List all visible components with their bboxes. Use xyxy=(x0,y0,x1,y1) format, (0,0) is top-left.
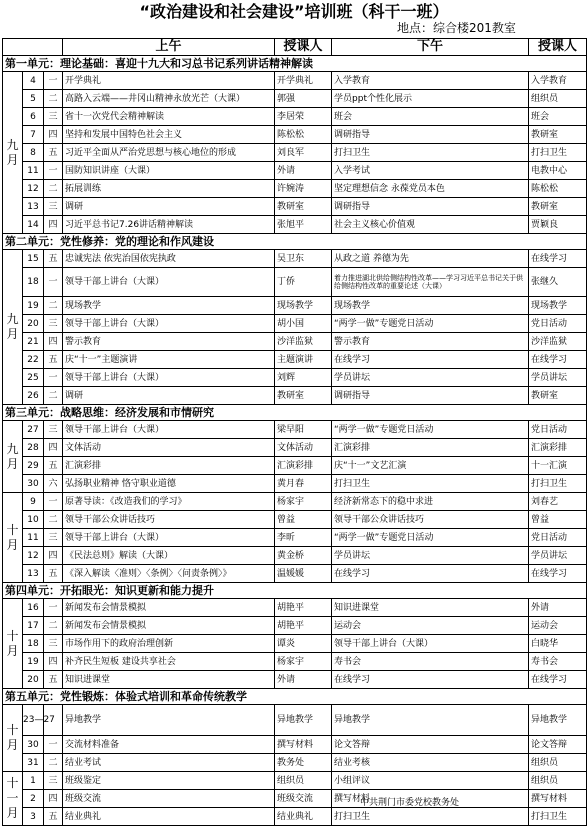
morning-teacher: 异地教学 xyxy=(275,705,332,736)
morning-teacher: 开学典礼 xyxy=(275,72,332,90)
schedule-row xyxy=(3,617,587,635)
afternoon-teacher: 张继久 xyxy=(529,268,587,297)
weekday-cell: 五 xyxy=(44,671,63,689)
unit-header-row xyxy=(3,56,587,72)
schedule-row xyxy=(3,705,587,736)
schedule-row xyxy=(3,297,587,315)
morning-teacher: 汇演彩排 xyxy=(275,457,332,475)
morning-course: 弘扬职业精神 恪守职业道德 xyxy=(63,475,275,493)
morning-course: 现场教学 xyxy=(63,297,275,315)
morning-teacher: 郭强 xyxy=(275,90,332,108)
schedule-row xyxy=(3,126,587,144)
unit-title: 第三单元：战略思维：经济发展和市情研究 xyxy=(3,405,587,421)
unit-header-row xyxy=(3,583,587,599)
day-cell: 2 xyxy=(23,790,44,808)
morning-teacher: 教研室 xyxy=(275,198,332,216)
afternoon-teacher: 刘春艺 xyxy=(529,493,587,511)
morning-course: 文体活动 xyxy=(63,439,275,457)
schedule-row xyxy=(3,315,587,333)
morning-course: 国防知识讲座（大课） xyxy=(63,162,275,180)
schedule-row xyxy=(3,198,587,216)
day-cell: 30 xyxy=(23,475,44,493)
day-cell: 11 xyxy=(23,162,44,180)
schedule-row xyxy=(3,72,587,90)
morning-teacher: 黄金桥 xyxy=(275,547,332,565)
afternoon-teacher: 打扫卫生 xyxy=(529,475,587,493)
day-cell: 6 xyxy=(23,108,44,126)
afternoon-teacher: 党日活动 xyxy=(529,421,587,439)
morning-teacher: 曾益 xyxy=(275,511,332,529)
day-cell: 4 xyxy=(23,72,44,90)
morning-course: 领导干部公众讲话技巧 xyxy=(63,511,275,529)
schedule-row xyxy=(3,635,587,653)
weekday-cell: 四 xyxy=(44,126,63,144)
morning-teacher: 许婉涛 xyxy=(275,180,332,198)
afternoon-course: 调研指导 xyxy=(332,387,529,405)
morning-teacher: 刘辉 xyxy=(275,369,332,387)
weekday-cell: 六 xyxy=(44,475,63,493)
afternoon-course: 调研指导 xyxy=(332,126,529,144)
morning-teacher: 撰写材料 xyxy=(275,736,332,754)
day-cell: 21 xyxy=(23,333,44,351)
schedule-row xyxy=(3,457,587,475)
afternoon-teacher: 打扫卫生 xyxy=(529,144,587,162)
month-cell: 十月 xyxy=(3,705,23,772)
afternoon-course: 从政之道 养德为先 xyxy=(332,250,529,268)
day-cell: 13 xyxy=(23,198,44,216)
schedule-row xyxy=(3,216,587,234)
morning-course: 新闻发布会情景模拟 xyxy=(63,617,275,635)
afternoon-course: 在线学习 xyxy=(332,671,529,689)
afternoon-course: 论文答辩 xyxy=(332,736,529,754)
weekday-cell: 二 xyxy=(44,297,63,315)
afternoon-teacher: 组织员 xyxy=(529,90,587,108)
afternoon-course: 着力推进湖北供给侧结构性改革——学习习近平总书记关于供给侧结构性改革的重要论述（大课） xyxy=(332,268,529,297)
month-cell: 九月 xyxy=(3,421,23,493)
morning-course: 结业考试 xyxy=(63,754,275,772)
schedule-row xyxy=(3,333,587,351)
morning-teacher: 胡艳平 xyxy=(275,617,332,635)
schedule-row xyxy=(3,90,587,108)
morning-teacher: 胡艳平 xyxy=(275,599,332,617)
weekday-cell: 二 xyxy=(44,387,63,405)
morning-teacher: 李居荣 xyxy=(275,108,332,126)
afternoon-teacher: 党日活动 xyxy=(529,529,587,547)
unit-header-row xyxy=(3,405,587,421)
morning-course: 警示教育 xyxy=(63,333,275,351)
morning-teacher: 文体活动 xyxy=(275,439,332,457)
morning-teacher: 谭炎 xyxy=(275,635,332,653)
afternoon-course: 学员讲坛 xyxy=(332,369,529,387)
afternoon-teacher: 班会 xyxy=(529,108,587,126)
schedule-row xyxy=(3,268,587,297)
schedule-row xyxy=(3,250,587,268)
afternoon-teacher: 教研室 xyxy=(529,387,587,405)
afternoon-teacher: 贾颖良 xyxy=(529,216,587,234)
weekday-cell: 三 xyxy=(44,421,63,439)
unit-title: 第四单元：开拓眼光：知识更新和能力提升 xyxy=(3,583,587,599)
day-cell: 28 xyxy=(23,439,44,457)
header-afternoon-teacher: 授课人 xyxy=(529,39,587,56)
afternoon-teacher: 入学教育 xyxy=(529,72,587,90)
afternoon-teacher: 撰写材料 xyxy=(529,790,587,808)
morning-teacher: 陈松松 xyxy=(275,126,332,144)
afternoon-teacher: 沙洋监狱 xyxy=(529,333,587,351)
afternoon-course: 学员ppt个性化展示 xyxy=(332,90,529,108)
unit-header-row xyxy=(3,689,587,705)
morning-teacher: 杨家宇 xyxy=(275,653,332,671)
morning-course: 《深入解读〈准则〉〈条例〉〈问责条例〉》 xyxy=(63,565,275,583)
weekday-cell: 四 xyxy=(44,653,63,671)
morning-course: 班级鉴定 xyxy=(63,772,275,790)
weekday-cell: 五 xyxy=(44,250,63,268)
month-cell: 十月 xyxy=(3,493,23,583)
morning-course: 调研 xyxy=(63,387,275,405)
unit-title: 第二单元：党性修养：党的理论和作风建设 xyxy=(3,234,587,250)
document-title: “政治建设和社会建设”培训班（科干一班） xyxy=(139,2,449,21)
weekday-cell: 三 xyxy=(44,529,63,547)
afternoon-teacher: 打扫卫生 xyxy=(529,808,587,826)
weekday-cell: 四 xyxy=(44,790,63,808)
morning-teacher: 刘良军 xyxy=(275,144,332,162)
morning-teacher: 结业典礼 xyxy=(275,808,332,826)
morning-course: 领导干部上讲台（大课） xyxy=(63,421,275,439)
day-cell: 5 xyxy=(23,90,44,108)
morning-course: 忠诚宪法 依宪治国依宪执政 xyxy=(63,250,275,268)
month-cell: 九月 xyxy=(3,72,23,234)
day-cell: 16 xyxy=(23,599,44,617)
morning-course: 习近平全面从严治党思想与核心地位的形成 xyxy=(63,144,275,162)
weekday-cell: 五 xyxy=(44,457,63,475)
morning-course: 新闻发布会情景模拟 xyxy=(63,599,275,617)
morning-course: 《民法总则》解读（大课） xyxy=(63,547,275,565)
header-row xyxy=(3,39,587,56)
schedule-row xyxy=(3,421,587,439)
morning-course: 汇演彩排 xyxy=(63,457,275,475)
schedule-row xyxy=(3,547,587,565)
weekday-cell: 五 xyxy=(44,565,63,583)
day-cell: 30 xyxy=(23,736,44,754)
morning-teacher: 黄月春 xyxy=(275,475,332,493)
day-cell: 7 xyxy=(23,126,44,144)
afternoon-course: 结业考核 xyxy=(332,754,529,772)
weekday-cell: 四 xyxy=(44,333,63,351)
weekday-cell: 五 xyxy=(44,351,63,369)
morning-teacher: 胡小国 xyxy=(275,315,332,333)
morning-course: 异地教学 xyxy=(63,705,275,736)
afternoon-course: 入学考试 xyxy=(332,162,529,180)
day-cell: 31 xyxy=(23,754,44,772)
day-cell: 25 xyxy=(23,369,44,387)
day-cell: 19 xyxy=(23,297,44,315)
schedule-row xyxy=(3,736,587,754)
morning-teacher: 班级交流 xyxy=(275,790,332,808)
morning-course: 领导干部上讲台（大课） xyxy=(63,529,275,547)
morning-teacher: 吴卫东 xyxy=(275,250,332,268)
day-cell: 12 xyxy=(23,547,44,565)
schedule-row xyxy=(3,180,587,198)
afternoon-teacher: 学员讲坛 xyxy=(529,547,587,565)
schedule-row xyxy=(3,529,587,547)
unit-header-row xyxy=(3,234,587,250)
day-cell: 27 xyxy=(23,421,44,439)
weekday-cell: 一 xyxy=(44,268,63,297)
afternoon-course: 经济新常态下的稳中求进 xyxy=(332,493,529,511)
footer-issuer: 中共荆门市委党校教务处 xyxy=(360,798,460,808)
weekday-cell: 一 xyxy=(44,72,63,90)
day-cell: 29 xyxy=(23,457,44,475)
header-afternoon: 下午 xyxy=(332,39,529,56)
afternoon-teacher: 在线学习 xyxy=(529,250,587,268)
weekday-cell: 四 xyxy=(44,439,63,457)
morning-teacher: 外请 xyxy=(275,671,332,689)
afternoon-course: 打扫卫生 xyxy=(332,475,529,493)
morning-teacher: 温媛媛 xyxy=(275,565,332,583)
morning-teacher: 外请 xyxy=(275,162,332,180)
afternoon-course: 领导干部上讲台（大课） xyxy=(332,635,529,653)
afternoon-course: 班会 xyxy=(332,108,529,126)
afternoon-teacher: 组织员 xyxy=(529,754,587,772)
afternoon-course: 寿书会 xyxy=(332,653,529,671)
afternoon-teacher: 十一汇演 xyxy=(529,457,587,475)
schedule-body xyxy=(3,39,587,826)
afternoon-course: 汇演彩排 xyxy=(332,439,529,457)
schedule-row xyxy=(3,475,587,493)
month-cell: 十月 xyxy=(3,599,23,689)
day-cell: 20 xyxy=(23,671,44,689)
afternoon-teacher: 异地教学 xyxy=(529,705,587,736)
day-cell: 18 xyxy=(23,635,44,653)
afternoon-course: 学员讲坛 xyxy=(332,547,529,565)
afternoon-teacher: 现场教学 xyxy=(529,297,587,315)
afternoon-teacher: 曾益 xyxy=(529,511,587,529)
weekday-cell: 一 xyxy=(44,599,63,617)
weekday-cell: 三 xyxy=(44,198,63,216)
afternoon-teacher: 论文答辩 xyxy=(529,736,587,754)
morning-course: 领导干部上讲台（大课） xyxy=(63,268,275,297)
afternoon-teacher: 教研室 xyxy=(529,126,587,144)
header-blank xyxy=(3,39,63,56)
afternoon-course: 社会主义核心价值观 xyxy=(332,216,529,234)
day-cell: 19 xyxy=(23,653,44,671)
afternoon-course: 庆“十一”文艺汇演 xyxy=(332,457,529,475)
weekday-cell: 一 xyxy=(44,493,63,511)
afternoon-course: “两学一做”专题党日活动 xyxy=(332,315,529,333)
afternoon-teacher: 白晓华 xyxy=(529,635,587,653)
afternoon-teacher: 党日活动 xyxy=(529,315,587,333)
afternoon-course: “两学一做”专题党日活动 xyxy=(332,529,529,547)
afternoon-teacher: 电教中心 xyxy=(529,162,587,180)
afternoon-teacher: 学员讲坛 xyxy=(529,369,587,387)
morning-course: 市场作用下的政府治理创新 xyxy=(63,635,275,653)
afternoon-course: 打扫卫生 xyxy=(332,144,529,162)
schedule-row xyxy=(3,351,587,369)
afternoon-teacher: 外请 xyxy=(529,599,587,617)
morning-course: 知识进课堂 xyxy=(63,671,275,689)
weekday-cell: 一 xyxy=(44,162,63,180)
schedule-row xyxy=(3,511,587,529)
weekday-cell: 三 xyxy=(44,772,63,790)
afternoon-teacher: 在线学习 xyxy=(529,565,587,583)
weekday-cell: 五 xyxy=(44,808,63,826)
afternoon-course: 异地教学 xyxy=(332,705,529,736)
schedule-row xyxy=(3,790,587,808)
schedule-row xyxy=(3,108,587,126)
morning-course: 省十一次党代会精神解读 xyxy=(63,108,275,126)
weekday-cell: 二 xyxy=(44,511,63,529)
location-label: 地点：综合楼201教室 xyxy=(397,21,516,35)
day-cell: 12 xyxy=(23,180,44,198)
afternoon-course: 知识进课堂 xyxy=(332,599,529,617)
schedule-row xyxy=(3,754,587,772)
morning-teacher: 梁早阳 xyxy=(275,421,332,439)
weekday-cell: 三 xyxy=(44,315,63,333)
morning-course: 习近平总书记7.26讲话精神解读 xyxy=(63,216,275,234)
schedule-row xyxy=(3,369,587,387)
morning-course: 交流材料准备 xyxy=(63,736,275,754)
morning-teacher: 主题演讲 xyxy=(275,351,332,369)
afternoon-course: 小组评议 xyxy=(332,772,529,790)
afternoon-course: 运动会 xyxy=(332,617,529,635)
day-cell: 13 xyxy=(23,565,44,583)
schedule-row xyxy=(3,565,587,583)
schedule-row xyxy=(3,493,587,511)
header-morning: 上午 xyxy=(63,39,275,56)
weekday-cell: 四 xyxy=(44,547,63,565)
weekday-cell: 二 xyxy=(44,180,63,198)
afternoon-course: 撰写材料 xyxy=(332,790,529,808)
morning-teacher: 张旭平 xyxy=(275,216,332,234)
afternoon-course: 警示教育 xyxy=(332,333,529,351)
afternoon-course: 在线学习 xyxy=(332,565,529,583)
morning-teacher: 教务处 xyxy=(275,754,332,772)
month-cell: 九月 xyxy=(3,250,23,405)
afternoon-teacher: 组织员 xyxy=(529,772,587,790)
morning-course: 补齐民生短板 建设共享社会 xyxy=(63,653,275,671)
afternoon-course: 领导干部公众讲话技巧 xyxy=(332,511,529,529)
morning-teacher: 李昕 xyxy=(275,529,332,547)
weekday-cell: 二 xyxy=(44,90,63,108)
morning-course: 高路入云端——井冈山精神永放光芒（大课） xyxy=(63,90,275,108)
day-cell: 20 xyxy=(23,315,44,333)
morning-teacher: 沙洋监狱 xyxy=(275,333,332,351)
afternoon-course: 坚定理想信念 永葆党员本色 xyxy=(332,180,529,198)
morning-course: 领导干部上讲台（大课） xyxy=(63,315,275,333)
schedule-row xyxy=(3,808,587,826)
morning-teacher: 教研室 xyxy=(275,387,332,405)
weekday-cell: 四 xyxy=(44,216,63,234)
afternoon-teacher: 在线学习 xyxy=(529,671,587,689)
weekday-cell: 一 xyxy=(44,736,63,754)
weekday-cell: 三 xyxy=(44,635,63,653)
day-cell: 22 xyxy=(23,351,44,369)
weekday-cell: 二 xyxy=(44,754,63,772)
day-cell: 8 xyxy=(23,144,44,162)
morning-teacher: 杨家宇 xyxy=(275,493,332,511)
weekday-cell: 二 xyxy=(44,617,63,635)
day-cell: 1 xyxy=(23,772,44,790)
morning-course: 领导干部上讲台（大课） xyxy=(63,369,275,387)
morning-course: 庆“十一”主题演讲 xyxy=(63,351,275,369)
afternoon-course: “两学一做”专题党日活动 xyxy=(332,421,529,439)
schedule-table xyxy=(2,38,587,826)
morning-teacher: 组织员 xyxy=(275,772,332,790)
morning-course: 班级交流 xyxy=(63,790,275,808)
weekday-cell: 三 xyxy=(44,108,63,126)
unit-title: 第五单元：党性锻炼：体验式培训和革命传统教学 xyxy=(3,689,587,705)
schedule-row xyxy=(3,772,587,790)
schedule-row xyxy=(3,162,587,180)
weekday-cell: 五 xyxy=(44,144,63,162)
day-cell: 18 xyxy=(23,268,44,297)
afternoon-teacher: 寿书会 xyxy=(529,653,587,671)
schedule-row xyxy=(3,144,587,162)
morning-teacher: 现场教学 xyxy=(275,297,332,315)
day-cell: 11 xyxy=(23,529,44,547)
afternoon-teacher: 在线学习 xyxy=(529,351,587,369)
afternoon-course: 在线学习 xyxy=(332,351,529,369)
afternoon-teacher: 运动会 xyxy=(529,617,587,635)
day-cell: 15 xyxy=(23,250,44,268)
day-cell: 17 xyxy=(23,617,44,635)
schedule-row xyxy=(3,653,587,671)
afternoon-teacher: 陈松松 xyxy=(529,180,587,198)
header-morning-teacher: 授课人 xyxy=(275,39,332,56)
morning-course: 开学典礼 xyxy=(63,72,275,90)
morning-course: 拓展训练 xyxy=(63,180,275,198)
month-cell: 十一月 xyxy=(3,772,23,826)
day-cell: 23—27 xyxy=(23,705,44,736)
morning-course: 调研 xyxy=(63,198,275,216)
schedule-row xyxy=(3,599,587,617)
day-cell: 26 xyxy=(23,387,44,405)
afternoon-course: 调研指导 xyxy=(332,198,529,216)
day-cell: 9 xyxy=(23,493,44,511)
morning-course: 结业典礼 xyxy=(63,808,275,826)
day-cell: 14 xyxy=(23,216,44,234)
day-cell: 10 xyxy=(23,511,44,529)
morning-teacher: 丁侨 xyxy=(275,268,332,297)
schedule-row xyxy=(3,439,587,457)
morning-course: 坚持和发展中国特色社会主义 xyxy=(63,126,275,144)
unit-title: 第一单元：理论基础：喜迎十九大和习总书记系列讲话精神解读 xyxy=(3,56,587,72)
afternoon-teacher: 教研室 xyxy=(529,198,587,216)
morning-course: 原著导读：《改造我们的学习》 xyxy=(63,493,275,511)
day-cell: 3 xyxy=(23,808,44,826)
afternoon-teacher: 汇演彩排 xyxy=(529,439,587,457)
afternoon-course: 现场教学 xyxy=(332,297,529,315)
afternoon-course: 打扫卫生 xyxy=(332,808,529,826)
schedule-row xyxy=(3,671,587,689)
weekday-cell: 一 xyxy=(44,369,63,387)
afternoon-course: 入学教育 xyxy=(332,72,529,90)
schedule-row xyxy=(3,387,587,405)
